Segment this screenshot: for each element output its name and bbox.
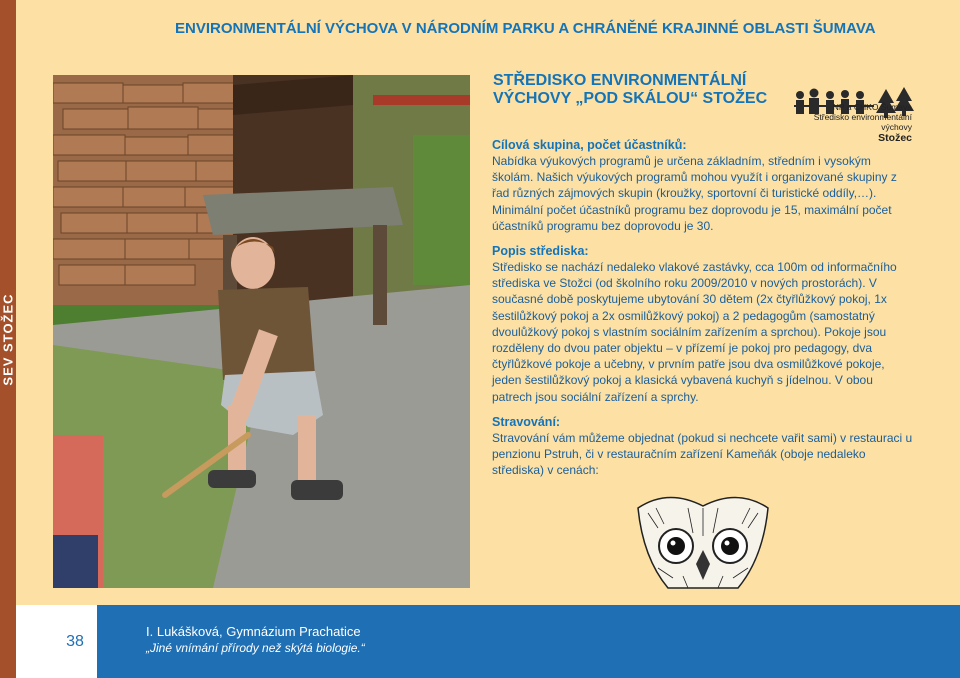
facility-text: Středisko se nachází nedaleko vlakové zastávky, cca 100m od informačního střediska ve Stožci (od školního roku 2009/2010 v nových prostorách). V současné době poskytujeme ubytování 30 dětem (2x čtyřlůžkový pokoj, 1x šestilůžkový pokoj a 2x osmilůžkový pokoj) a 2 pedagogům (samostatný dvoulůžkový pokoj s vlastním sociálním zařízením a sprchou). Pokoje jsou rozděleny do dvou pater objektu – v přízemí je pokoj pro pedagogy, dva čtyřlůžkové pokoje a učebny, v prvním patře jsou dva osmilůžkové pokoje, jeden šestilůžkový pokoj a klasická vybavená kuchyň s jídelnou. V obou patrech jsou sociální zařízení a sprchy. — [492, 260, 897, 404]
page-number: 38 — [53, 605, 97, 678]
section-title: STŘEDISKO ENVIRONMENTÁLNÍ VÝCHOVY „POD SKÁLOU“ STOŽEC — [493, 72, 768, 107]
footer-quote: „Jiné vnímání přírody než skýtá biologie.“ — [146, 641, 365, 655]
logo-caption: NP a CHKO Šumava Středisko environmentální výchovy Stožec — [813, 102, 912, 144]
owl-illustration — [628, 488, 778, 596]
target-group-section — [492, 137, 915, 234]
catering-heading: Stravování: — [492, 415, 561, 429]
target-group-text: Nabídka výukových programů je určena základním, středním i vysokým školám. Našich výukových programů mohou využít i organizované skupiny z řad různých zájmových skupin (kroužky, sportovní či turistické oddíly,…). Minimální počet účastníků programu bez doprovodu je 15, maximální počet účastníků programu bez doprovodu je 30. — [492, 154, 897, 233]
photo-boy-playing — [53, 75, 470, 588]
catering-section — [492, 414, 915, 479]
facility-section — [492, 243, 915, 405]
facility-heading: Popis střediska: — [492, 244, 589, 258]
header-title: ENVIRONMENTÁLNÍ VÝCHOVA V NÁRODNÍM PARKU A CHRÁNĚNÉ KRAJINNÉ OBLASTI ŠUMAVA — [175, 20, 876, 37]
target-group-heading: Cílová skupina, počet účastníků: — [492, 138, 687, 152]
footer-author: I. Lukášková, Gymnázium Prachatice — [146, 624, 361, 639]
catering-text: Stravování vám můžeme objednat (pokud si nechcete vařit sami) v restauraci u penzionu Pstruh, či v restauračním zařízení Kameňák (oboje nedaleko střediska) v cenách: — [492, 431, 913, 478]
side-label: SEV STOŽEC — [0, 292, 16, 386]
